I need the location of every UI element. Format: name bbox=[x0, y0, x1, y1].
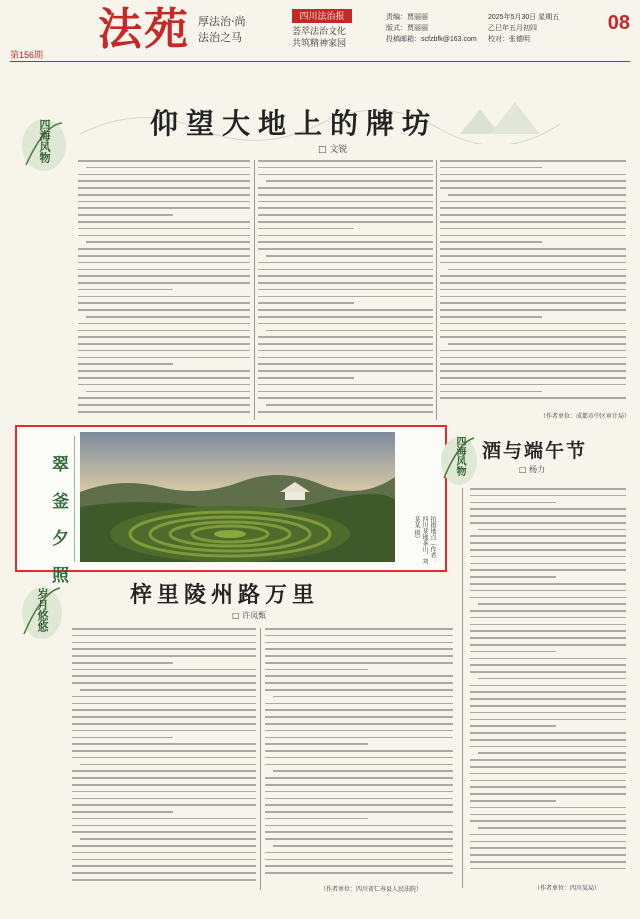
text-line bbox=[470, 854, 626, 856]
text-line bbox=[440, 228, 626, 230]
text-line bbox=[440, 248, 626, 250]
text-line bbox=[258, 187, 433, 189]
text-line bbox=[72, 750, 256, 752]
editor-line: 投稿邮箱：scfzbfk@163.com bbox=[386, 36, 477, 43]
author-credit: （作者单位：四川某局） bbox=[534, 885, 601, 892]
text-line bbox=[265, 709, 453, 711]
text-line bbox=[265, 757, 453, 759]
text-line bbox=[265, 642, 453, 644]
text-line bbox=[470, 569, 626, 571]
column-tag-icon bbox=[18, 115, 70, 175]
author-credit: （作者单位：成都市中区审计局） bbox=[540, 413, 631, 420]
text-line bbox=[78, 302, 250, 304]
text-line bbox=[265, 682, 453, 684]
text-line bbox=[258, 363, 433, 365]
text-line bbox=[265, 838, 453, 840]
text-line bbox=[258, 411, 433, 413]
text-line bbox=[470, 637, 626, 639]
text-line bbox=[440, 241, 542, 243]
text-line bbox=[258, 336, 433, 338]
text-line bbox=[470, 590, 626, 592]
text-line bbox=[72, 798, 256, 800]
text-line bbox=[440, 330, 626, 332]
text-line bbox=[470, 515, 626, 517]
text-line bbox=[440, 323, 626, 325]
article-body-column bbox=[470, 488, 626, 875]
text-line bbox=[440, 214, 626, 216]
column-divider bbox=[260, 628, 261, 890]
column-tag-icon bbox=[438, 432, 480, 490]
text-line bbox=[72, 635, 256, 637]
date-info bbox=[488, 12, 559, 45]
text-line bbox=[470, 712, 626, 714]
text-line bbox=[448, 343, 626, 345]
article-author: □ 许凤甄 bbox=[232, 611, 267, 620]
text-line bbox=[258, 289, 433, 291]
text-line bbox=[440, 316, 542, 318]
text-line bbox=[470, 495, 626, 497]
text-line bbox=[258, 397, 433, 399]
text-line bbox=[448, 194, 626, 196]
text-line bbox=[72, 811, 173, 813]
date-line: 校对：张德明 bbox=[488, 36, 530, 43]
text-line bbox=[258, 201, 433, 203]
text-line bbox=[258, 262, 433, 264]
masthead-title: 法苑 bbox=[98, 4, 190, 55]
text-line bbox=[470, 617, 626, 619]
text-line bbox=[78, 323, 250, 325]
text-line bbox=[470, 542, 626, 544]
text-line bbox=[72, 818, 256, 820]
page-section-number: 08 bbox=[607, 12, 630, 34]
text-line bbox=[258, 174, 433, 176]
text-line bbox=[72, 743, 256, 745]
text-line bbox=[266, 404, 433, 406]
text-line bbox=[72, 675, 256, 677]
text-line bbox=[78, 262, 250, 264]
text-line bbox=[78, 228, 250, 230]
text-line bbox=[265, 689, 453, 691]
text-line bbox=[72, 709, 256, 711]
text-line bbox=[72, 703, 256, 705]
text-line bbox=[72, 662, 173, 664]
newspaper-logo: 四川法治报 bbox=[292, 9, 352, 23]
text-line bbox=[258, 160, 433, 162]
text-line bbox=[470, 814, 626, 816]
text-line bbox=[265, 703, 453, 705]
text-line bbox=[265, 825, 453, 827]
text-line bbox=[72, 730, 256, 732]
text-line bbox=[86, 167, 250, 169]
text-line bbox=[72, 757, 256, 759]
text-line bbox=[72, 737, 173, 739]
text-line bbox=[265, 648, 453, 650]
text-line bbox=[72, 777, 256, 779]
text-line bbox=[478, 752, 626, 754]
text-line bbox=[72, 723, 256, 725]
text-line bbox=[258, 207, 433, 209]
text-line bbox=[470, 847, 626, 849]
text-line bbox=[72, 859, 256, 861]
text-line bbox=[258, 235, 433, 237]
text-line bbox=[470, 820, 626, 822]
text-line bbox=[78, 296, 250, 298]
text-line bbox=[258, 296, 433, 298]
text-line bbox=[265, 859, 453, 861]
text-line bbox=[470, 780, 626, 782]
text-line bbox=[80, 689, 256, 691]
text-line bbox=[265, 798, 453, 800]
text-line bbox=[265, 675, 453, 677]
platform-slogan bbox=[292, 26, 346, 50]
text-line bbox=[72, 770, 256, 772]
text-line bbox=[258, 384, 433, 386]
text-line bbox=[470, 719, 626, 721]
editor-info bbox=[386, 12, 477, 45]
text-line bbox=[470, 535, 626, 537]
text-line bbox=[78, 309, 250, 311]
column-name: 四海风物 bbox=[38, 119, 51, 163]
text-line bbox=[273, 770, 453, 772]
text-line bbox=[448, 269, 626, 271]
text-line bbox=[440, 187, 626, 189]
text-line bbox=[470, 576, 556, 578]
text-line bbox=[266, 255, 433, 257]
text-line bbox=[470, 766, 626, 768]
article-body-column bbox=[440, 160, 626, 404]
column-divider bbox=[436, 160, 437, 420]
text-line bbox=[440, 235, 626, 237]
text-line bbox=[470, 834, 626, 836]
text-line bbox=[470, 739, 626, 741]
masthead-slogan bbox=[198, 14, 278, 46]
text-line bbox=[440, 357, 626, 359]
editor-line: 责编：贾丽丽 bbox=[386, 14, 428, 21]
text-line bbox=[470, 800, 556, 802]
text-line bbox=[265, 831, 453, 833]
text-line bbox=[478, 603, 626, 605]
column-divider bbox=[462, 488, 463, 888]
text-line bbox=[470, 841, 626, 843]
text-line bbox=[80, 764, 256, 766]
text-line bbox=[78, 397, 250, 399]
text-line bbox=[258, 221, 433, 223]
text-line bbox=[470, 786, 626, 788]
text-line bbox=[258, 269, 433, 271]
text-line bbox=[78, 357, 250, 359]
text-line bbox=[258, 391, 433, 393]
text-line bbox=[265, 716, 453, 718]
text-line bbox=[440, 391, 542, 393]
text-line bbox=[258, 370, 433, 372]
text-line bbox=[470, 556, 626, 558]
text-line bbox=[478, 678, 626, 680]
text-line bbox=[78, 289, 173, 291]
text-line bbox=[78, 370, 250, 372]
text-line bbox=[72, 872, 256, 874]
text-line bbox=[470, 732, 626, 734]
text-line bbox=[265, 669, 368, 671]
text-line bbox=[265, 737, 453, 739]
text-line bbox=[470, 773, 626, 775]
header-divider bbox=[10, 61, 630, 62]
text-line bbox=[78, 248, 250, 250]
text-line bbox=[273, 845, 453, 847]
text-line bbox=[78, 404, 250, 406]
text-line bbox=[72, 716, 256, 718]
text-line bbox=[440, 296, 626, 298]
text-line bbox=[78, 187, 250, 189]
text-line bbox=[265, 743, 368, 745]
text-line bbox=[72, 628, 256, 630]
issue-number: 第156期 bbox=[10, 50, 44, 60]
text-line bbox=[265, 872, 453, 874]
text-line bbox=[440, 302, 626, 304]
text-line bbox=[440, 255, 626, 257]
text-line bbox=[258, 275, 433, 277]
text-line bbox=[78, 363, 173, 365]
text-line bbox=[78, 235, 250, 237]
date-line: 2025年5月30日 星期五 bbox=[488, 14, 560, 21]
text-line bbox=[470, 725, 556, 727]
text-line bbox=[78, 411, 250, 413]
text-line bbox=[258, 241, 433, 243]
text-line bbox=[265, 635, 453, 637]
text-line bbox=[258, 309, 433, 311]
text-line bbox=[258, 350, 433, 352]
text-line bbox=[78, 174, 250, 176]
text-line bbox=[78, 269, 250, 271]
text-line bbox=[265, 662, 453, 664]
column-name: 四海风物 bbox=[454, 436, 465, 476]
text-line bbox=[470, 664, 626, 666]
text-line bbox=[72, 642, 256, 644]
text-line bbox=[470, 597, 626, 599]
text-line bbox=[470, 685, 626, 687]
text-line bbox=[72, 784, 256, 786]
text-line bbox=[478, 827, 626, 829]
text-line bbox=[440, 201, 626, 203]
text-line bbox=[78, 221, 250, 223]
text-line bbox=[265, 784, 453, 786]
text-line bbox=[78, 201, 250, 203]
text-line bbox=[265, 655, 453, 657]
text-line bbox=[72, 852, 256, 854]
text-line bbox=[258, 167, 433, 169]
text-line bbox=[72, 879, 256, 881]
text-line bbox=[470, 624, 626, 626]
text-line bbox=[470, 868, 626, 870]
text-line bbox=[265, 750, 453, 752]
text-line bbox=[258, 282, 433, 284]
text-line bbox=[86, 241, 250, 243]
text-line bbox=[440, 336, 626, 338]
text-line bbox=[72, 845, 256, 847]
text-line bbox=[470, 508, 626, 510]
text-line bbox=[478, 529, 626, 531]
text-line bbox=[78, 194, 250, 196]
text-line bbox=[86, 316, 250, 318]
article-body-column bbox=[78, 160, 250, 418]
text-line bbox=[265, 628, 453, 630]
text-line bbox=[440, 350, 626, 352]
photo-caption: 拍摄地点（作者：四川某地茶山，刘某某 摄） bbox=[413, 516, 436, 564]
platform-line: 荟萃法治文化 bbox=[292, 27, 347, 37]
text-line bbox=[72, 825, 256, 827]
text-line bbox=[258, 343, 433, 345]
photo-title: 翠 釜 夕 照 bbox=[52, 455, 69, 586]
author-credit: （作者单位：四川省仁寿县人民法院） bbox=[320, 886, 423, 893]
text-line bbox=[78, 343, 250, 345]
text-line bbox=[258, 194, 433, 196]
text-line bbox=[265, 777, 453, 779]
text-line bbox=[258, 228, 354, 230]
text-line bbox=[78, 180, 250, 182]
tea-garden-photo bbox=[80, 432, 395, 562]
photo-divider bbox=[74, 436, 75, 562]
text-line bbox=[470, 861, 626, 863]
text-line bbox=[470, 705, 626, 707]
text-line bbox=[470, 488, 626, 490]
text-line bbox=[440, 309, 626, 311]
text-line bbox=[78, 384, 250, 386]
text-line bbox=[72, 696, 256, 698]
text-line bbox=[258, 302, 354, 304]
article-author: □ 杨力 bbox=[519, 465, 546, 474]
text-line bbox=[440, 207, 626, 209]
text-line bbox=[72, 865, 256, 867]
platform-line: 共筑精神家园 bbox=[292, 39, 347, 49]
text-line bbox=[470, 651, 556, 653]
text-line bbox=[440, 282, 626, 284]
text-line bbox=[440, 363, 626, 365]
text-line bbox=[470, 746, 626, 748]
article-body-column bbox=[258, 160, 433, 418]
text-line bbox=[265, 791, 453, 793]
text-line bbox=[440, 160, 626, 162]
article-author: □ 文锐 bbox=[318, 145, 348, 155]
text-line bbox=[78, 330, 250, 332]
text-line bbox=[470, 807, 626, 809]
text-line bbox=[440, 384, 626, 386]
text-line bbox=[265, 852, 453, 854]
text-line bbox=[78, 207, 250, 209]
text-line bbox=[470, 671, 626, 673]
text-line bbox=[78, 377, 250, 379]
article-title: 仰望大地上的牌坊 bbox=[150, 107, 439, 140]
text-line bbox=[440, 174, 626, 176]
text-line bbox=[470, 610, 626, 612]
text-line bbox=[440, 289, 626, 291]
text-line bbox=[470, 793, 626, 795]
text-line bbox=[72, 791, 256, 793]
landscape-image bbox=[80, 432, 395, 562]
column-divider bbox=[254, 160, 255, 420]
text-line bbox=[440, 377, 626, 379]
text-line bbox=[273, 696, 453, 698]
text-line bbox=[470, 658, 626, 660]
text-line bbox=[266, 330, 433, 332]
text-line bbox=[72, 831, 256, 833]
text-line bbox=[265, 811, 453, 813]
text-line bbox=[470, 698, 626, 700]
text-line bbox=[78, 160, 250, 162]
text-line bbox=[265, 723, 453, 725]
text-line bbox=[265, 818, 368, 820]
text-line bbox=[258, 323, 433, 325]
slogan-line: 厚法治·尚 bbox=[198, 15, 246, 28]
column-name: 岁月悠悠 bbox=[36, 588, 49, 632]
text-line bbox=[72, 648, 256, 650]
text-line bbox=[470, 583, 626, 585]
text-line bbox=[440, 221, 626, 223]
text-line bbox=[78, 214, 173, 216]
text-line bbox=[440, 262, 626, 264]
text-line bbox=[440, 275, 626, 277]
text-line bbox=[78, 282, 250, 284]
text-line bbox=[78, 275, 250, 277]
text-line bbox=[470, 563, 626, 565]
text-line bbox=[265, 865, 453, 867]
text-line bbox=[470, 644, 626, 646]
text-line bbox=[440, 180, 626, 182]
text-line bbox=[72, 804, 256, 806]
text-line bbox=[470, 549, 626, 551]
text-line bbox=[470, 759, 626, 761]
text-line bbox=[440, 167, 542, 169]
text-line bbox=[470, 502, 556, 504]
text-line bbox=[265, 730, 453, 732]
editor-line: 版式：贾丽丽 bbox=[386, 25, 428, 32]
text-line bbox=[258, 316, 433, 318]
text-line bbox=[86, 391, 250, 393]
text-line bbox=[72, 655, 256, 657]
text-line bbox=[258, 357, 433, 359]
column-tag-icon bbox=[18, 582, 66, 644]
slogan-line: 法治之马 bbox=[198, 31, 242, 44]
text-line bbox=[265, 764, 453, 766]
text-line bbox=[258, 248, 433, 250]
text-line bbox=[470, 522, 626, 524]
text-line bbox=[72, 682, 256, 684]
article-body-column bbox=[265, 628, 453, 879]
text-line bbox=[266, 180, 433, 182]
text-line bbox=[78, 336, 250, 338]
text-line bbox=[470, 691, 626, 693]
text-line bbox=[265, 804, 453, 806]
article-title: 梓里陵州路万里 bbox=[130, 582, 320, 608]
article-body-column bbox=[72, 628, 256, 886]
date-line: 乙巳年五月初四 bbox=[488, 25, 537, 32]
text-line bbox=[78, 255, 250, 257]
text-line bbox=[440, 397, 626, 399]
text-line bbox=[470, 630, 626, 632]
text-line bbox=[72, 669, 256, 671]
article-title: 酒与端午节 bbox=[482, 440, 588, 462]
text-line bbox=[80, 838, 256, 840]
text-line bbox=[258, 214, 433, 216]
text-line bbox=[258, 377, 354, 379]
text-line bbox=[78, 350, 250, 352]
text-line bbox=[440, 370, 626, 372]
